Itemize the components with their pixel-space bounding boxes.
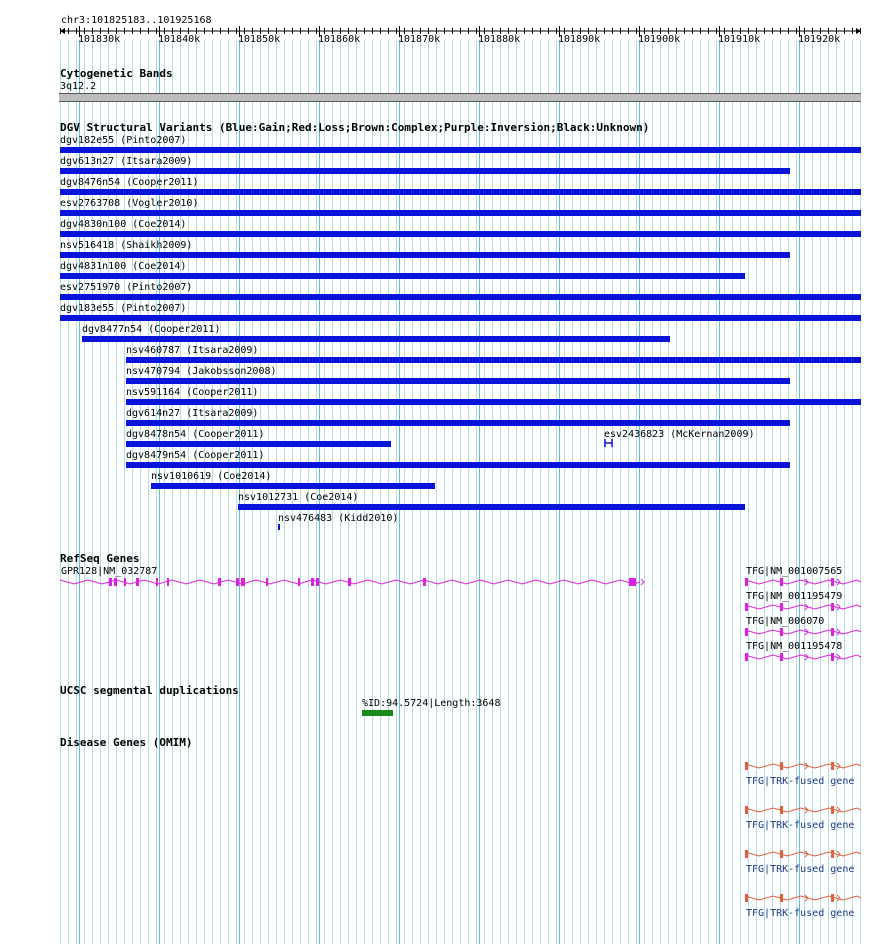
variant-bar[interactable]: [126, 441, 391, 447]
omim-gene-label: TFG|TRK-fused gene: [746, 820, 855, 831]
cytoband-bar[interactable]: [59, 93, 861, 102]
ruler-position: chr3:101825183..101925168: [61, 15, 212, 26]
gene-label: TFG|NM_001007565: [746, 566, 843, 577]
variant-label: esv2436823 (McKernan2009): [604, 429, 755, 440]
tick-label: 101880k: [478, 34, 521, 45]
variant-label: nsv1010619 (Coe2014): [151, 471, 272, 482]
variant-label: dgv183e55 (Pinto2007): [60, 303, 187, 314]
variant-label: nsv591164 (Cooper2011): [126, 387, 259, 398]
variant-label: dgv4830n100 (Coe2014): [60, 219, 187, 230]
variant-bar[interactable]: [126, 357, 861, 363]
tick-label: 101910k: [718, 34, 761, 45]
tick-label: 101830k: [78, 34, 121, 45]
tick-label: 101860k: [318, 34, 361, 45]
tick-label: 101840k: [158, 34, 201, 45]
omim-track-title: Disease Genes (OMIM): [60, 736, 193, 749]
variant-label: dgv613n27 (Itsara2009): [60, 156, 193, 167]
omim-gene-model[interactable]: [0, 847, 890, 863]
variant-bar-small[interactable]: [604, 439, 614, 447]
refseq-track-title: RefSeq Genes: [60, 552, 140, 565]
variant-bar[interactable]: [60, 231, 861, 237]
variant-label: dgv8476n54 (Cooper2011): [60, 177, 199, 188]
variant-bar[interactable]: [60, 147, 861, 153]
dgv-track-title: DGV Structural Variants (Blue:Gain;Red:Loss;Brown:Complex;Purple:Inversion;Black:Unknown): [60, 121, 650, 134]
tick-label: 101890k: [558, 34, 601, 45]
variant-label: dgv182e55 (Pinto2007): [60, 135, 187, 146]
gene-model-tfg[interactable]: [0, 650, 890, 666]
omim-gene-model[interactable]: [0, 759, 890, 775]
tick-label: 101850k: [238, 34, 281, 45]
variant-bar[interactable]: [126, 399, 861, 405]
variant-bar[interactable]: [151, 483, 435, 489]
variant-label: dgv8478n54 (Cooper2011): [126, 429, 265, 440]
variant-bar[interactable]: [60, 210, 861, 216]
variant-bar[interactable]: [126, 378, 790, 384]
variant-label: nsv1012731 (Coe2014): [238, 492, 359, 503]
gene-label: TFG|NM_001195479: [746, 591, 843, 602]
gene-model-tfg[interactable]: [0, 575, 890, 591]
variant-bar[interactable]: [60, 315, 861, 321]
variant-label: dgv614n27 (Itsara2009): [126, 408, 259, 419]
cytoband-label: 3q12.2: [60, 81, 97, 92]
variant-bar[interactable]: [126, 462, 790, 468]
variant-label: nsv516418 (Shaikh2009): [60, 240, 193, 251]
variant-bar[interactable]: [60, 189, 861, 195]
segdup-track-title: UCSC segmental duplications: [60, 684, 239, 697]
segdup-label: %ID:94.5724|Length:3648: [362, 698, 501, 709]
cytoband-track-title: Cytogenetic Bands: [60, 67, 173, 80]
variant-bar[interactable]: [60, 168, 790, 174]
variant-bar[interactable]: [60, 273, 745, 279]
variant-label: nsv476483 (Kidd2010): [278, 513, 399, 524]
variant-bar[interactable]: [238, 504, 745, 510]
segdup-bar[interactable]: [362, 710, 393, 716]
gene-model-tfg[interactable]: [0, 600, 890, 616]
omim-gene-label: TFG|TRK-fused gene: [746, 908, 855, 919]
gene-label: GPR128|NM_032787: [61, 566, 158, 577]
variant-label: nsv460787 (Itsara2009): [126, 345, 259, 356]
variant-bar[interactable]: [278, 524, 280, 530]
omim-gene-model[interactable]: [0, 803, 890, 819]
gene-label: TFG|NM_001195478: [746, 641, 843, 652]
gene-label: TFG|NM_006070: [746, 616, 825, 627]
tick-label: 101900k: [638, 34, 681, 45]
variant-bar[interactable]: [126, 420, 790, 426]
variant-label: nsv470794 (Jakobsson2008): [126, 366, 277, 377]
tick-label: 101870k: [398, 34, 441, 45]
omim-gene-label: TFG|TRK-fused gene: [746, 864, 855, 875]
variant-label: dgv8479n54 (Cooper2011): [126, 450, 265, 461]
variant-label: dgv8477n54 (Cooper2011): [82, 324, 221, 335]
variant-bar[interactable]: [82, 336, 670, 342]
variant-label: dgv4831n100 (Coe2014): [60, 261, 187, 272]
omim-gene-label: TFG|TRK-fused gene: [746, 776, 855, 787]
variant-label: esv2763708 (Vogler2010): [60, 198, 199, 209]
variant-bar[interactable]: [60, 252, 790, 258]
tick-label: 101920k: [798, 34, 841, 45]
variant-label: esv2751970 (Pinto2007): [60, 282, 193, 293]
omim-gene-model[interactable]: [0, 891, 890, 907]
variant-bar[interactable]: [60, 294, 861, 300]
gene-model-tfg[interactable]: [0, 625, 890, 641]
